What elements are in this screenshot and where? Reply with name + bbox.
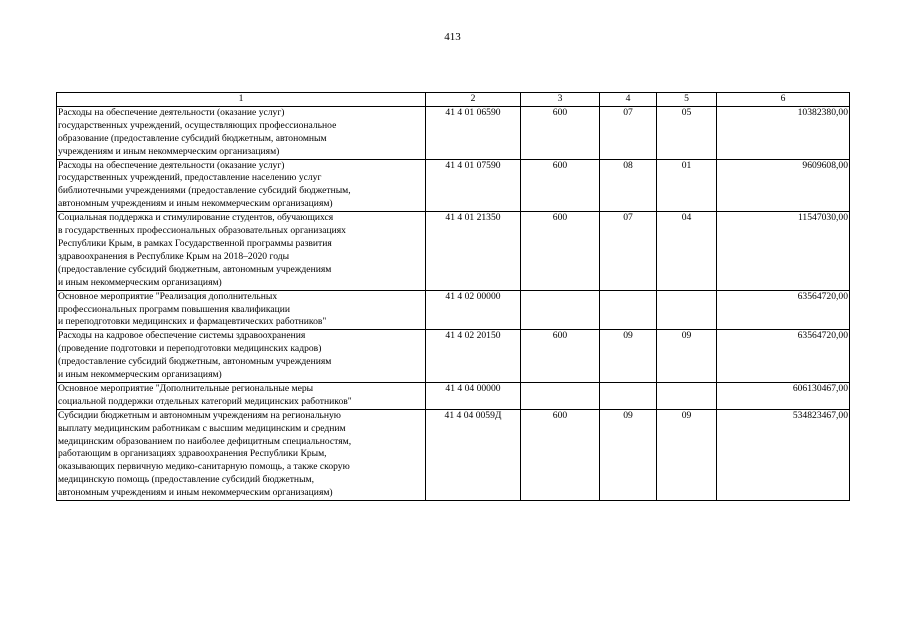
row-pr-cell: 04 [657, 212, 717, 290]
table-row [57, 212, 850, 290]
column-header-code: 2 [426, 93, 521, 107]
budget-table [56, 92, 850, 501]
column-header-name: 1 [57, 93, 426, 107]
row-vr-cell [521, 290, 600, 330]
row-rz-cell [600, 382, 657, 409]
row-amount-cell: 11547030,00 [717, 212, 850, 290]
row-name-cell: Основное мероприятие "Дополнительные региональные меры социальной поддержки отдельных категорий медицинских работников" [57, 382, 426, 409]
row-pr-cell: 05 [657, 106, 717, 159]
row-code-cell: 41 4 04 0059Д [426, 409, 521, 500]
table-row [57, 330, 850, 383]
table-row [57, 409, 850, 500]
row-code-cell: 41 4 01 06590 [426, 106, 521, 159]
table-row [57, 159, 850, 212]
table-row [57, 106, 850, 159]
column-header-rz: 4 [600, 93, 657, 107]
row-name-cell: Социальная поддержка и стимулирование студентов, обучающихся в государственных профессиональных образовательных организациях Республики Крым, в рамках Государственной программы развития здравоохранения в Республике Крым на 2018–2020 годы (предоставление субсидий бюджетным, автономным учреждениям и иным некоммерческим организациям) [57, 212, 426, 290]
row-vr-cell: 600 [521, 106, 600, 159]
table-header-row [57, 93, 850, 107]
row-vr-cell: 600 [521, 409, 600, 500]
row-name-cell: Субсидии бюджетным и автономным учреждениям на региональную выплату медицинским работникам с высшим медицинским и средним медицинским образованием по наиболее дефицитным специальностям, работающим в организациях здравоохранения Республики Крым, оказывающих первичную медико-санитарную помощь, а также скорую медицинскую помощь (предоставление субсидий бюджетным, автономным учреждениям и иным некоммерческим организациям) [57, 409, 426, 500]
row-name-cell: Расходы на обеспечение деятельности (оказание услуг) государственных учреждений, осуществляющих профессиональное образование (предоставление субсидий бюджетным, автономным учреждениям и иным некоммерческим организациям) [57, 106, 426, 159]
row-amount-cell: 63564720,00 [717, 290, 850, 330]
row-rz-cell: 08 [600, 159, 657, 212]
column-header-vr: 3 [521, 93, 600, 107]
row-vr-cell: 600 [521, 159, 600, 212]
row-amount-cell: 63564720,00 [717, 330, 850, 383]
row-code-cell: 41 4 01 07590 [426, 159, 521, 212]
row-vr-cell: 600 [521, 330, 600, 383]
row-pr-cell [657, 382, 717, 409]
row-rz-cell [600, 290, 657, 330]
row-amount-cell: 10382380,00 [717, 106, 850, 159]
row-amount-cell: 9609608,00 [717, 159, 850, 212]
row-rz-cell: 07 [600, 106, 657, 159]
row-pr-cell: 09 [657, 330, 717, 383]
row-vr-cell: 600 [521, 212, 600, 290]
row-name-cell: Расходы на кадровое обеспечение системы здравоохранения (проведение подготовки и переподготовки медицинских кадров) (предоставление субсидий бюджетным, автономным учреждениям и иным некоммерческим организациям) [57, 330, 426, 383]
page-number: 413 [444, 31, 461, 43]
row-pr-cell: 01 [657, 159, 717, 212]
row-vr-cell [521, 382, 600, 409]
table-row [57, 290, 850, 330]
table-row [57, 382, 850, 409]
row-code-cell: 41 4 04 00000 [426, 382, 521, 409]
column-header-pr: 5 [657, 93, 717, 107]
row-code-cell: 41 4 01 21350 [426, 212, 521, 290]
row-rz-cell: 09 [600, 330, 657, 383]
row-name-cell: Расходы на обеспечение деятельности (оказание услуг) государственных учреждений, предоставление населению услуг библиотечными учреждениями (предоставление субсидий бюджетным, автономным учреждениям и иным некоммерческим организациям) [57, 159, 426, 212]
row-code-cell: 41 4 02 00000 [426, 290, 521, 330]
row-amount-cell: 534823467,00 [717, 409, 850, 500]
row-code-cell: 41 4 02 20150 [426, 330, 521, 383]
row-amount-cell: 606130467,00 [717, 382, 850, 409]
row-pr-cell [657, 290, 717, 330]
row-rz-cell: 07 [600, 212, 657, 290]
row-rz-cell: 09 [600, 409, 657, 500]
row-name-cell: Основное мероприятие "Реализация дополнительных профессиональных программ повышения квалификации и переподготовки медицинских и фармацевтических работников" [57, 290, 426, 330]
row-pr-cell: 09 [657, 409, 717, 500]
column-header-amount: 6 [717, 93, 850, 107]
